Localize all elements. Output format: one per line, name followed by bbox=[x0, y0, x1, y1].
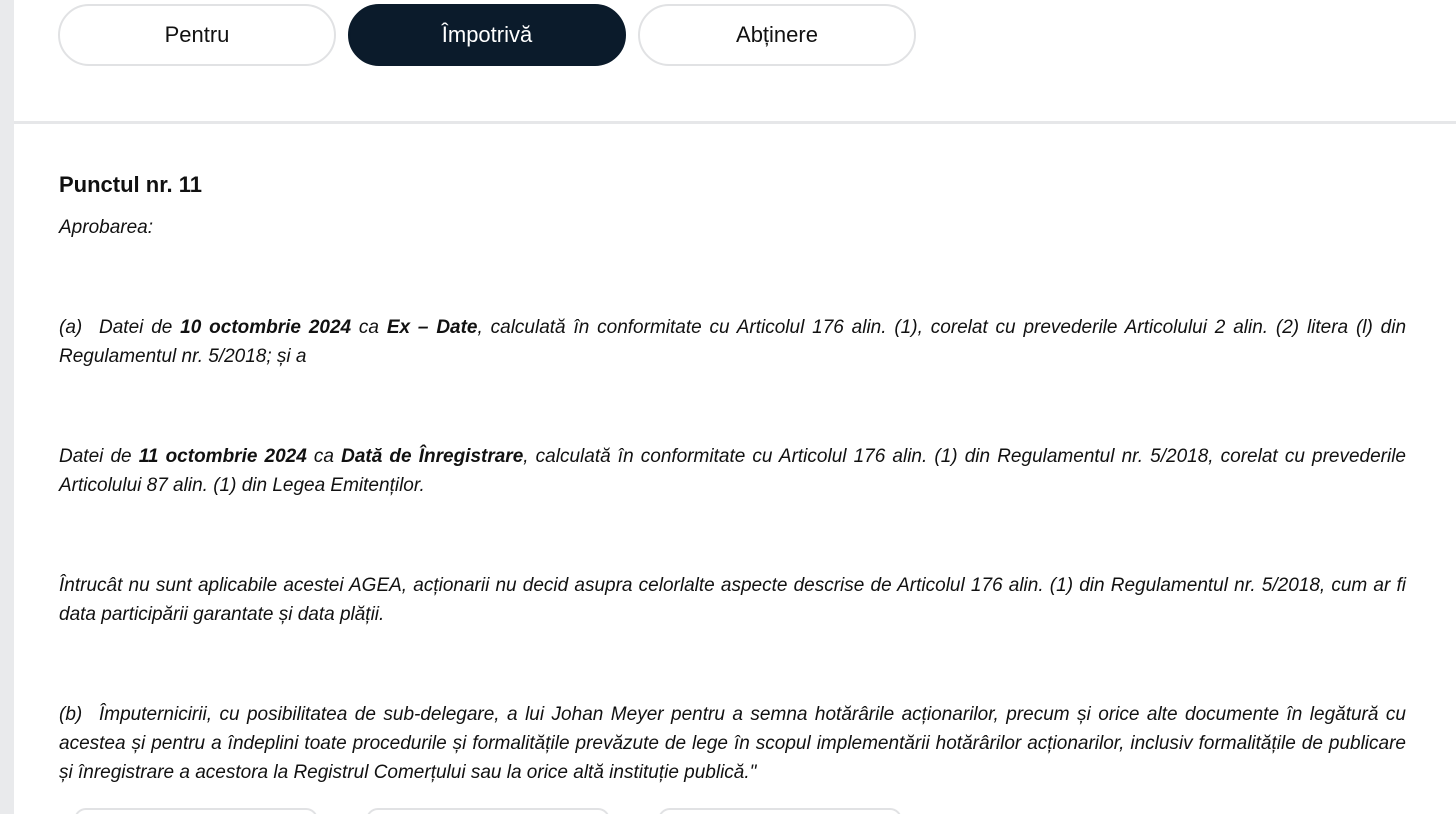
ex-date-value: 10 octombrie 2024 bbox=[180, 317, 352, 338]
record-date-value: 11 octombrie 2024 bbox=[138, 446, 307, 467]
ex-date-label: Ex – Date bbox=[386, 317, 478, 338]
vote-abtinere-button[interactable]: Abținere bbox=[638, 4, 916, 66]
point-intro: Aprobarea: bbox=[59, 217, 154, 238]
next-vote-button-1[interactable] bbox=[74, 808, 318, 814]
record-text-2: ca bbox=[306, 446, 342, 467]
record-date-paragraph bbox=[59, 442, 1406, 500]
page bbox=[14, 0, 1456, 814]
section-divider bbox=[14, 121, 1456, 124]
record-text-3: , calculată în conformitate cu Articolul 176 alin. (1) din Regulamentul nr. 5/2018, corelat cu prevederile Articolului 87 alin. (1) din Legea Emitenților. bbox=[59, 446, 1406, 496]
item-a-text-2: ca bbox=[351, 317, 387, 338]
next-vote-options-partial bbox=[74, 808, 902, 814]
item-b-text: Împuternicirii, cu posibilitatea de sub-delegare, a lui Johan Meyer pentru a semna hotărârile acționarilor, precum și orice alte documente în legătură cu acestea și pentru a îndeplini toate procedurile și formalitățile prevăzute de lege în scopul implementării hotărârilor acționarilor, inclusiv formalitățile de publicare și înregistrare a acestora la Registrul Comerțului sau la orice altă instituție publică." bbox=[59, 704, 1406, 783]
next-vote-button-2[interactable] bbox=[366, 808, 610, 814]
note-paragraph: Întrucât nu sunt aplicabile acestei AGEA, acționarii nu decid asupra celorlalte aspecte descrise de Articolul 176 alin. (1) din Regulamentul nr. 5/2018, cum ar fi data participării garantate și data plății. bbox=[59, 575, 1406, 625]
record-text-1: Datei de bbox=[59, 446, 139, 467]
vote-pentru-button[interactable]: Pentru bbox=[58, 4, 336, 66]
vote-options bbox=[58, 4, 916, 66]
item-b-label: (b) bbox=[59, 704, 83, 725]
point-title: Punctul nr. 11 bbox=[59, 172, 203, 197]
vote-impotriva-button[interactable]: Împotrivă bbox=[348, 4, 626, 66]
item-a-text-1: Datei de bbox=[99, 317, 181, 338]
record-date-label: Dată de Înregistrare bbox=[341, 446, 524, 467]
item-a-label: (a) bbox=[59, 317, 83, 338]
item-a-text-3: , calculată în conformitate cu Articolul 176 alin. (1), corelat cu prevederile Articolului 2 alin. (2) litera (l) din Regulamentul nr. 5/2018; și a bbox=[59, 317, 1407, 367]
agenda-point bbox=[59, 170, 1406, 787]
next-vote-button-3[interactable] bbox=[658, 808, 902, 814]
item-b-paragraph bbox=[59, 700, 1406, 787]
item-a-paragraph bbox=[59, 313, 1406, 371]
